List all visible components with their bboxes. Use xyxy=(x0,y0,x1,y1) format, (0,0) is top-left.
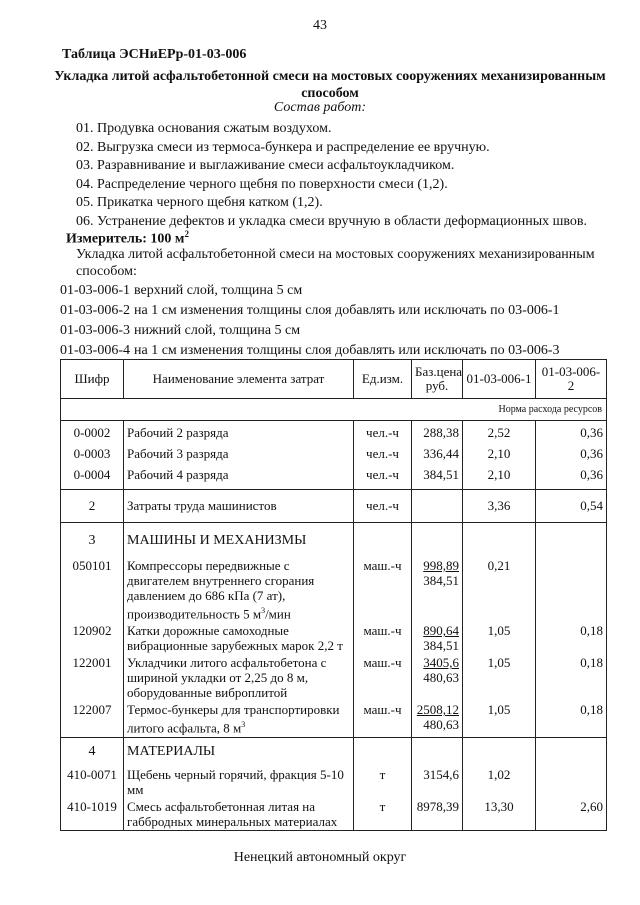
table-row: 0-0002 Рабочий 2 разряда чел.-ч 288,38 2,52 0,36 xyxy=(61,421,607,443)
code-item: 01-03-006-4 на 1 см изменения толщины слоя добавлять или исключать по 03-006-3 xyxy=(60,343,560,358)
works-item: 04. Распределение черного щебня по поверхности смеси (1,2). xyxy=(76,176,448,192)
works-item: 01. Продувка основания сжатым воздухом. xyxy=(76,121,332,136)
code-list xyxy=(60,281,560,361)
code-item: 01-03-006-2 на 1 см изменения толщины слоя добавлять или исключать по 03-006-1 xyxy=(60,303,560,318)
resource-name: Компрессоры передвижные с двигателем внутреннего сгорания давлением до 686 кПа (7 ат), производительность 5 $м^3$/мин xyxy=(124,557,354,622)
work-description: Укладка литой асфальтобетонной смеси на мостовых сооружениях механизированным способом: xyxy=(76,247,595,279)
works-heading: Состав работ: xyxy=(273,100,367,115)
table-header-row xyxy=(61,360,607,399)
table-row: 0-0003 Рабочий 3 разряда чел.-ч 336,44 2,10 0,36 xyxy=(61,442,607,463)
table-row: 0-0004 Рабочий 4 разряда чел.-ч 384,51 2,10 0,36 xyxy=(61,463,607,490)
header-col1: 01-03-006-1 xyxy=(463,360,536,399)
resource-table xyxy=(60,359,607,831)
works-item: 06. Устранение дефектов и укладка смеси вручную в области деформационных швов. xyxy=(76,213,588,229)
header-name: Наименование элемента затрат xyxy=(124,360,354,399)
norm-label: Норма расхода ресурсов xyxy=(61,399,607,421)
works-list xyxy=(76,120,587,231)
table-row: 410-1019 Смесь асфальтобетонная литая на габбродных минеральных материалах т 8978,39 13,30 2,60 xyxy=(61,798,607,831)
footer-region: Ненецкий автономный округ xyxy=(233,850,407,865)
table-row: 122001 Укладчики литого асфальтобетона с шириной укладки от 2,25 до 8 м, оборудованные виброплитой маш.-ч 3405,6 480,63 1,05 0,18 xyxy=(61,654,607,701)
header-price: Баз.цена руб. xyxy=(412,360,463,399)
norm-row xyxy=(61,399,607,421)
header-code: Шифр xyxy=(61,360,124,399)
resource-name: Термос-бункеры для транспортировки литого асфальта, 8 $м^3$ xyxy=(124,701,354,737)
works-item: 05. Прикатка черного щебня катком (1,2). xyxy=(76,195,323,210)
header-unit: Ед.изм. xyxy=(354,360,412,399)
section-row: 3 МАШИНЫ И МЕХАНИЗМЫ xyxy=(61,523,607,558)
works-item: 02. Выгрузка смеси из термоса-бункера и распределение ее вручную. xyxy=(76,139,490,155)
code-item: 01-03-006-1 верхний слой, толщина 5 см xyxy=(60,283,303,298)
table-subtitle: Укладка литой асфальтобетонной смеси на мостовых сооружениях механизированным способом xyxy=(54,69,606,101)
section-row: 4 МАТЕРИАЛЫ xyxy=(61,737,607,766)
table-row: 050101 Компрессоры передвижные с двигателем внутреннего сгорания давлением до 686 кПа (7 ат), производительность 5 $м^3$/мин маш.-ч 998,89 384,51 0,21 xyxy=(61,557,607,622)
table-row: 122007 Термос-бункеры для транспортировки литого асфальта, 8 $м^3$ маш.-ч 2508,12 480,63 1,05 0,18 xyxy=(61,701,607,737)
table-row: 120902 Катки дорожные самоходные вибрационные зарубежных марок 2,2 т маш.-ч 890,64 384,51 1,05 0,18 xyxy=(61,622,607,654)
table-row: 410-0071 Щебень черный горячий, фракция 5-10 мм т 3154,6 1,02 xyxy=(61,766,607,798)
page-number: 43 xyxy=(313,18,327,33)
code-item: 01-03-006-3 нижний слой, толщина 5 см xyxy=(60,323,301,338)
table-title: Таблица ЭСНиЕРр-01-03-006 xyxy=(62,47,247,62)
header-col2: 01-03-006-2 xyxy=(536,360,607,399)
measure-unit: Измеритель: 100 $м^2$ xyxy=(66,229,189,247)
table-row: 2 Затраты труда машинистов чел.-ч 3,36 0,54 xyxy=(61,490,607,523)
works-item: 03. Разравнивание и выглаживание смеси асфальтоукладчиком. xyxy=(76,158,455,173)
